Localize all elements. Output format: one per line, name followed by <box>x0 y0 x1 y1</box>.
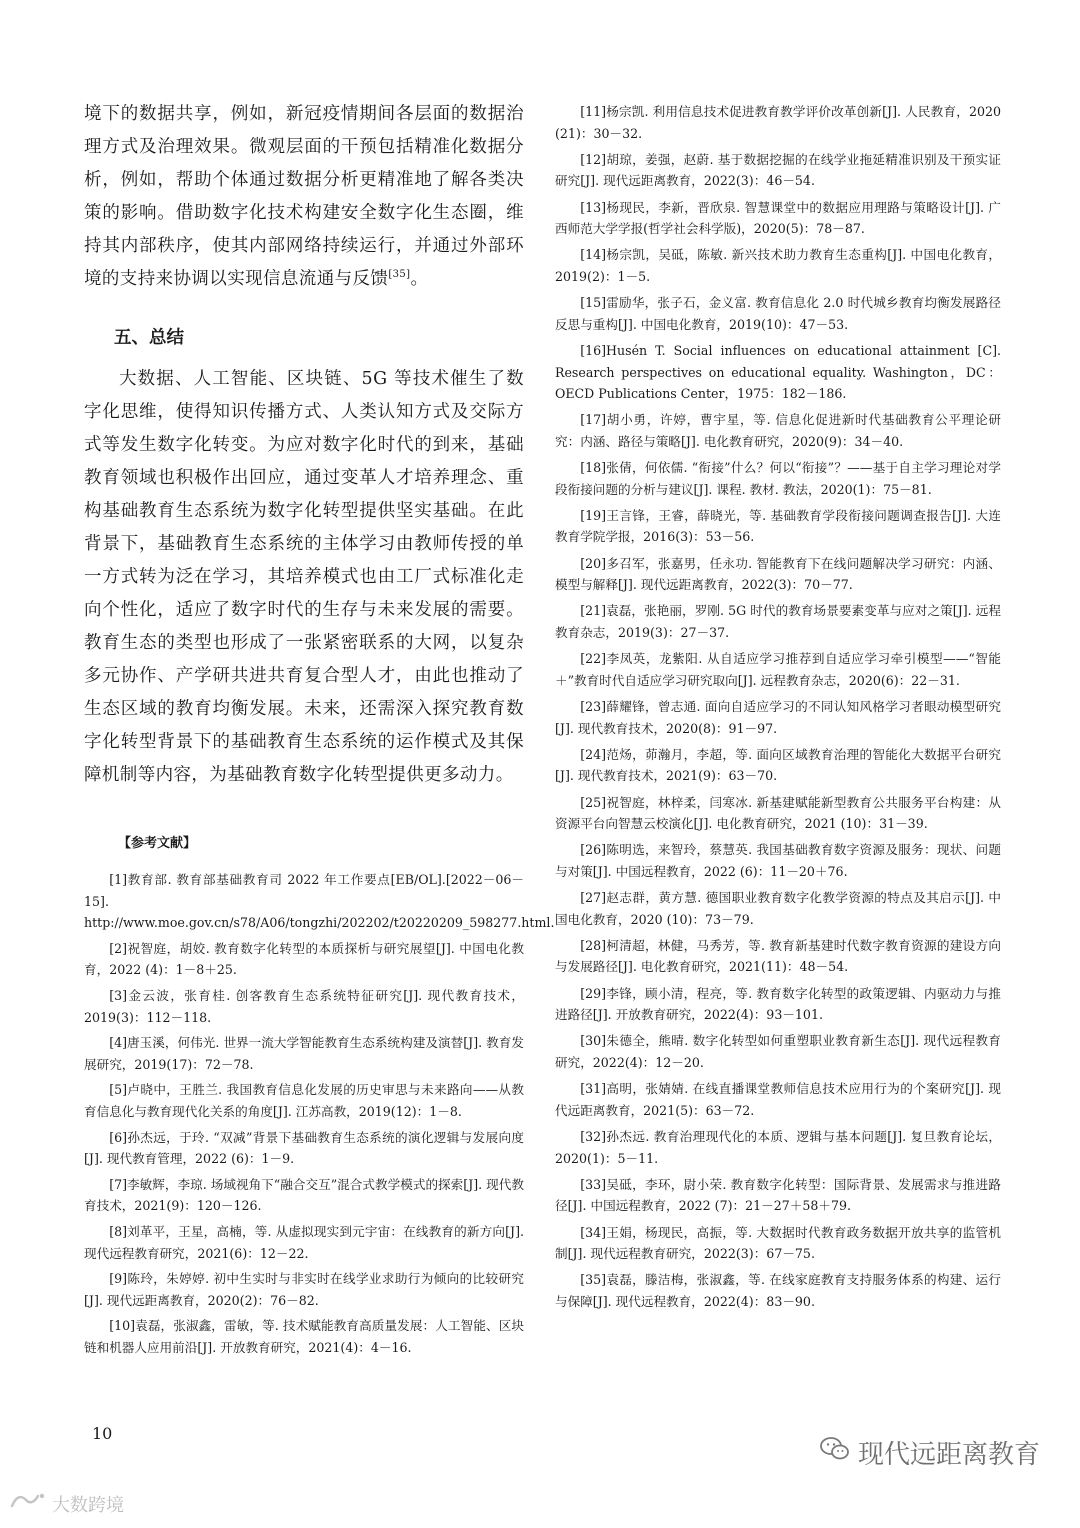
reference-item: [28]柯清超，林健，马秀芳，等. 教育新基建时代数字教育资源的建设方向与发展路径[J]. 电化教育研究，2021(11)：48－54. <box>555 937 1001 975</box>
reference-item: [16]Husén T. Social influences on educational attainment [C]. Research perspectives on educational equality. Washington，DC：OECD Publications Center，1975：182－186. <box>555 342 1001 402</box>
reference-item: [27]赵志群，黄方慧. 德国职业教育数字化教学资源的特点及其启示[J]. 中国电化教育，2020 (10)：73－79. <box>555 890 1001 927</box>
reference-item: [30]朱德全，熊晴. 数字化转型如何重塑职业教育新生态[J]. 现代远程教育研究，2022(4)：12－20. <box>555 1033 1001 1071</box>
reference-item: [13]杨现民，李新，晋欣泉. 智慧课堂中的数据应用理路与策略设计[J]. 广西师范大学学报(哲学社会科学版)，2020(5)：78－87. <box>555 199 1001 237</box>
wechat-account-name: 现代远距离教育 <box>857 1440 1040 1470</box>
body-paragraph: 境下的数据共享，例如，新冠疫情期间各层面的数据治理方式及治理效果。微观层面的干预包括精准化数据分析，例如，帮助个体通过数据分析更精准地了解各类决策的影响。借助数字化技术构建安全数字化生态圈，维持其内部秩序，使其内部网络持续运行，并通过外部环境的支持来协调以实现信息流通与反馈[35]。 <box>84 104 524 289</box>
brand-name: 大数跨境 <box>52 1494 124 1516</box>
reference-item: [2]祝智庭，胡姣. 教育数字化转型的本质探析与研究展望[J]. 中国电化教育，2022 (4)：1－8＋25. <box>84 940 524 978</box>
reference-list <box>84 869 555 1358</box>
reference-item: [31]高明，张婧婧. 在线直播课堂教师信息技术应用行为的个案研究[J]. 现代远距离教育，2021(5)：63－72. <box>555 1081 1001 1118</box>
reference-item: [19]王言锋，王睿，薛晓光，等. 基础教育学段衔接问题调查报告[J]. 大连教育学院学报，2016(3)：53－56. <box>555 507 1001 545</box>
reference-item: [15]雷励华，张子石，金义富. 教育信息化 2.0 时代城乡教育均衡发展路径反思与重构[J]. 中国电化教育，2019(10)：47－53. <box>555 295 1001 332</box>
reference-item: [1]教育部. 教育部基础教育司 2022 年工作要点[EB/OL].[2022－06－15]. http://www.moe.gov.cn/s78/A06/tongzhi/202202/t20220209_598277.html. <box>84 872 555 931</box>
reference-item: [23]薛耀锋，曾志通. 面向自适应学习的不同认知风格学习者眼动模型研究[J]. 现代教育技术，2020(8)：91－97. <box>555 698 1001 736</box>
reference-item: [22]李凤英，龙紫阳. 从自适应学习推荐到自适应学习牵引模型——“智能＋”教育时代自适应学习研究取向[J]. 远程教育杂志，2020(6)：22－31. <box>555 651 1001 688</box>
brand-logo-icon <box>8 1490 48 1517</box>
section-heading: 五、总结 <box>114 328 184 348</box>
reference-item: [29]李锋，顾小清，程亮，等. 教育数字化转型的政策逻辑、内驱动力与推进路径[J]. 开放教育研究，2022(4)：93－101. <box>555 985 1001 1023</box>
left-column <box>84 98 555 1362</box>
reference-item: [17]胡小勇，许婷，曹宇星，等. 信息化促进新时代基础教育公平理论研究：内涵、路径与策略[J]. 电化教育研究，2020(9)：34－40. <box>555 412 1001 449</box>
reference-item: [26]陈明选，来智玲，蔡慧英. 我国基础教育数字资源及服务：现状、问题与对策[J]. 中国远程教育，2022 (6)：11－20＋76. <box>555 842 1001 879</box>
reference-item: [8]刘革平，王星，高楠，等. 从虚拟现实到元宇宙：在线教育的新方向[J]. 现代远程教育研究，2021(6)：12－22. <box>84 1223 524 1261</box>
body-paragraph: 大数据、人工智能、区块链、5G 等技术催生了数字化思维，使得知识传播方式、人类认知方式及交际方式等发生数字化转变。为应对数字化时代的到来，基础教育领域也积极作出回应，通过变革人才培养理念、重构基础教育生态系统为数字化转型提供坚实基础。在此背景下，基础教育生态系统的主体学习由教师传授的单一方式转为泛在学习，其培养模式也由工厂式标准化走向个性化，适应了数字时代的生存与未来发展的需要。教育生态的类型也形成了一张紧密联系的大网，以复杂多元协作、产学研共进共育复合型人才，由此也推动了生态区域的教育均衡发展。未来，还需深入探究教育数字化转型背景下的基础教育生态系统的运作模式及其保障机制等内容，为基础教育数字化转型提供更多动力。 <box>84 369 524 785</box>
wechat-watermark <box>820 1434 1040 1471</box>
reference-item: [10]袁磊，张淑鑫，雷敏，等. 技术赋能教育高质量发展：人工智能、区块链和机器人应用前沿[J]. 开放教育研究，2021(4)：4－16. <box>84 1318 524 1355</box>
reference-item: [35]袁磊，滕洁梅，张淑鑫，等. 在线家庭教育支持服务体系的构建、运行与保障[J]. 现代远程教育，2022(4)：83－90. <box>555 1272 1001 1309</box>
brand-watermark <box>8 1490 124 1517</box>
reference-item: [20]多召军，张嘉男，任永功. 智能教育下在线问题解决学习研究：内涵、模型与解释[J]. 现代远距离教育，2022(3)：70－77. <box>555 555 1001 593</box>
wechat-icon <box>820 1436 850 1469</box>
reference-item: [33]吴砥，李环，尉小荣. 教育数字化转型：国际背景、发展需求与推进路径[J]. 中国远程教育，2022 (7)：21－27＋58＋79. <box>555 1176 1001 1214</box>
right-column <box>555 101 1001 1317</box>
page-number: 10 <box>92 1424 113 1443</box>
reference-item: [3]金云波，张育桂. 创客教育生态系统特征研究[J]. 现代教育技术，2019(3)：112－118. <box>84 987 524 1025</box>
reference-item: [12]胡琼，姜强，赵蔚. 基于数据挖掘的在线学业拖延精准识别及干预实证研究[J]. 现代远距离教育，2022(3)：46－54. <box>555 151 1001 189</box>
reference-item: [32]孙杰远. 教育治理现代化的本质、逻辑与基本问题[J]. 复旦教育论坛，2020(1)：5－11. <box>555 1129 1001 1166</box>
references-heading: 【参考文献】 <box>118 836 197 851</box>
reference-item: [34]王娟，杨现民，高振，等. 大数据时代教育政务数据开放共享的监管机制[J]. 现代远程教育研究，2022(3)：67－75. <box>555 1224 1001 1262</box>
reference-item: [9]陈玲，朱婷婷. 初中生实时与非实时在线学业求助行为倾向的比较研究[J]. 现代远距离教育，2020(2)：76－82. <box>84 1271 524 1308</box>
reference-item: [5]卢晓中，王胜兰. 我国教育信息化发展的历史审思与未来路向——从教育信息化与教育现代化关系的角度[J]. 江苏高教，2019(12)：1－8. <box>84 1082 524 1119</box>
reference-item: [6]孙杰远，于玲. “双减”背景下基础教育生态系统的演化逻辑与发展向度[J]. 现代教育管理，2022 (6)：1－9. <box>84 1129 524 1167</box>
reference-item: [25]祝智庭，林梓柔，闫寒冰. 新基建赋能新型教育公共服务平台构建：从资源平台向智慧云校演化[J]. 电化教育研究，2021 (10)：31－39. <box>555 794 1001 832</box>
reference-item: [7]李敏辉，李琼. 场域视角下“融合交互”混合式教学模式的探索[J]. 现代教育技术，2021(9)：120－126. <box>84 1176 524 1214</box>
reference-item: [18]张倩，何依儒. “衔接”什么？何以“衔接”？——基于自主学习理论对学段衔接问题的分析与建议[J]. 课程. 教材. 教法，2020(1)：75－81. <box>555 460 1001 497</box>
citation-mark: [35] <box>388 269 411 281</box>
reference-item: [21]袁磊，张艳丽，罗刚. 5G 时代的教育场景要素变革与应对之策[J]. 远程教育杂志，2019(3)：27－37. <box>555 603 1001 640</box>
reference-item: [24]范炀，茆瀚月，李超，等. 面向区域教育治理的智能化大数据平台研究[J]. 现代教育技术，2021(9)：63－70. <box>555 746 1001 784</box>
reference-item: [11]杨宗凯. 利用信息技术促进教育教学评价改革创新[J]. 人民教育，2020 (21)：30－32. <box>555 104 1001 141</box>
reference-item: [14]杨宗凯，吴砥，陈敏. 新兴技术助力教育生态重构[J]. 中国电化教育，2019(2)：1－5. <box>555 247 1001 284</box>
reference-item: [4]唐玉溪，何伟光. 世界一流大学智能教育生态系统构建及演替[J]. 教育发展研究，2019(17)：72－78. <box>84 1035 524 1072</box>
